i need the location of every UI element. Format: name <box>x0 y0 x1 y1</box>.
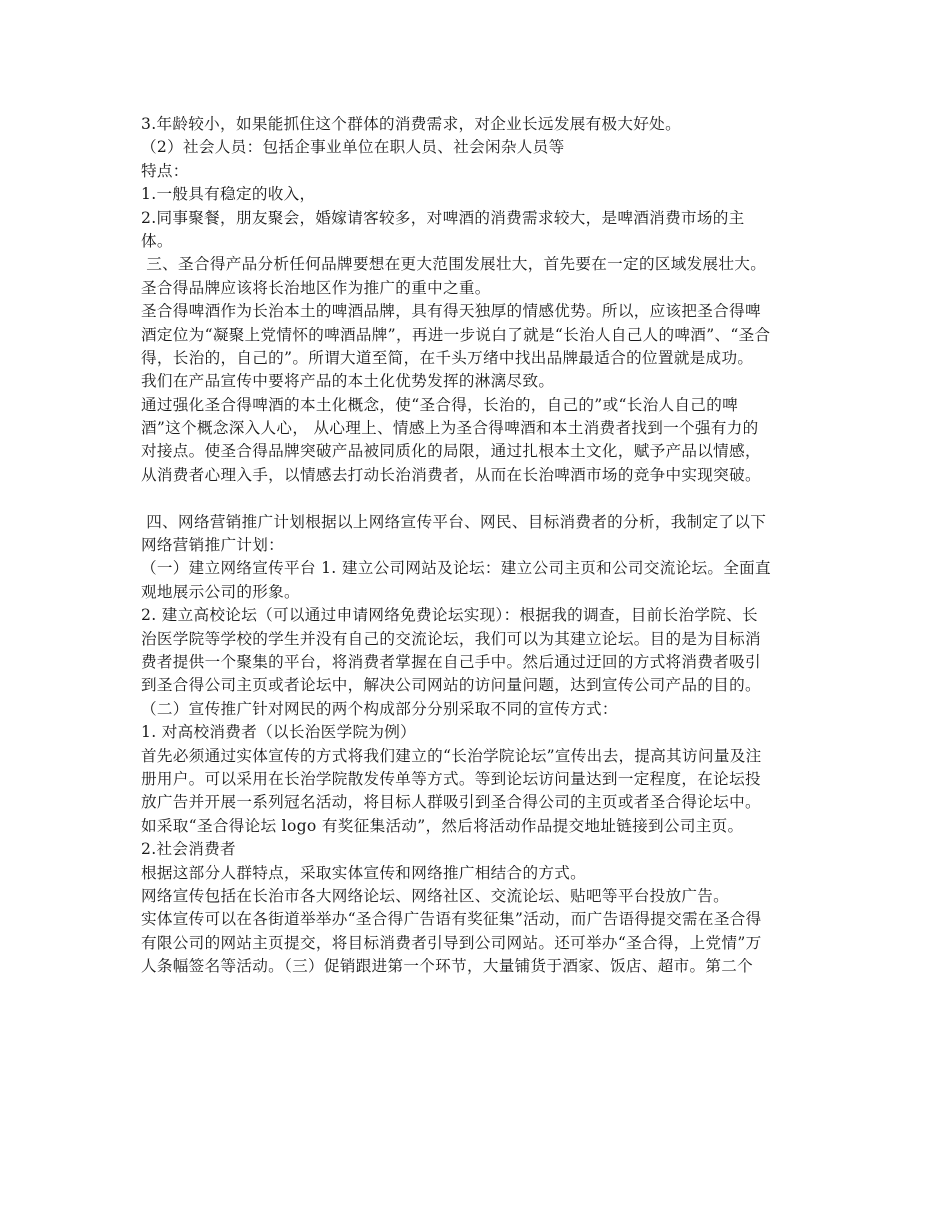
text-line: 首先必须通过实体宣传的方式将我们建立的“长治学院论坛”宣传出去，提高其访问量及注 <box>141 746 762 765</box>
text-line: 圣合得啤酒作为长治本土的啤酒品牌，具有得天独厚的情感优势。所以，应该把圣合得啤 <box>141 302 761 321</box>
text-line: 实体宣传可以在各街道举举办“圣合得广告语有奖征集”活动，而广告语得提交需在圣合得 <box>141 910 762 929</box>
text-line: 酒定位为“凝聚上党情怀的啤酒品牌”，再进一步说白了就是“长治人自己人的啤酒”、“圣合 <box>141 325 771 344</box>
text-line: 四、网络营销推广计划根据以上网络宣传平台、网民、目标消费者的分析，我制定了以下 <box>141 512 767 531</box>
text-line: 2.同事聚餐，朋友聚会，婚嫁请客较多，对啤酒的消费需求较大，是啤酒消费市场的主 <box>141 208 745 227</box>
text-line: 治医学院等学校的学生并没有自己的交流论坛，我们可以为其建立论坛。目的是为目标消 <box>141 629 761 648</box>
paragraph-block-2 <box>141 511 813 979</box>
text-line: 三、圣合得产品分析任何品牌要想在更大范围发展壮大，首先要在一定的区域发展壮大。 <box>141 255 767 274</box>
text-line: 体。 <box>141 231 173 250</box>
paragraph-block-1 <box>141 113 813 487</box>
text-line: 从消费者心理入手，以情感去打动长治消费者，从而在长治啤酒市场的竞争中实现突破。 <box>141 465 761 484</box>
text-line: 有限公司的网站主页提交，将目标消费者引导到公司网站。还可举办“圣合得，上党情”万 <box>141 933 762 952</box>
text-line: 得，长治的，自己的”。所谓大道至简，在千头万绪中找出品牌最适合的位置就是成功。 <box>141 348 754 367</box>
text-line: 2. 建立高校论坛（可以通过申请网络免费论坛实现）：根据我的调查，目前长治学院、长 <box>141 606 758 625</box>
text-line: 对接点。使圣合得品牌突破产品被同质化的局限，通过扎根本土文化，赋予产品以情感， <box>141 442 761 461</box>
text-line: （一）建立网络宣传平台 1. 建立公司网站及论坛：建立公司主页和公司交流论坛。全面直 <box>141 559 771 578</box>
text-line: 观地展示公司的形象。 <box>141 582 300 601</box>
text-line: 1. 对高校消费者（以长治医学院为例） <box>141 723 417 742</box>
text-line: 费者提供一个聚集的平台，将消费者掌握在自己手中。然后通过迂回的方式将消费者吸引 <box>141 652 761 671</box>
text-line: 特点： <box>141 161 189 180</box>
text-line: （2）社会人员：包括企事业单位在职人员、社会闲杂人员等 <box>141 138 565 157</box>
text-line: 3.年龄较小，如果能抓住这个群体的消费需求，对企业长远发展有极大好处。 <box>141 115 681 133</box>
paragraph-gap <box>141 487 813 510</box>
text-line: 根据这部分人群特点，采取实体宣传和网络推广相结合的方式。 <box>141 863 587 882</box>
text-line: 1.一般具有稳定的收入， <box>141 185 316 204</box>
text-line: 我们在产品宣传中要将产品的本土化优势发挥的淋漓尽致。 <box>141 372 555 391</box>
text-line: 人条幅签名等活动。（三）促销跟进第一个环节，大量铺货于酒家、饭店、超市。第二个 <box>141 957 754 976</box>
text-line: 2.社会消费者 <box>141 840 236 859</box>
text-line: （二）宣传推广针对网民的两个构成部分分别采取不同的宣传方式： <box>141 699 618 718</box>
text-line: 到圣合得公司主页或者论坛中，解决公司网站的访问量问题，达到宣传公司产品的目的。 <box>141 676 761 695</box>
text-line: 放广告并开展一系列冠名活动，将目标人群吸引到圣合得公司的主页或者圣合得论坛中。 <box>141 793 761 812</box>
text-line: 网络营销推广计划： <box>141 536 285 555</box>
text-line: 通过强化圣合得啤酒的本土化概念，使“圣合得，长治的，自己的”或“长治人自己的啤 <box>141 395 738 414</box>
text-line: 网络宣传包括在长治市各大网络论坛、网络社区、交流论坛、贴吧等平台投放广告。 <box>141 886 730 905</box>
text-line: 册用户。可以采用在长治学院散发传单等方式。等到论坛访问量达到一定程度，在论坛投 <box>141 769 761 788</box>
text-line: 圣合得品牌应该将长治地区作为推广的重中之重。 <box>141 278 491 297</box>
text-line: 如采取“圣合得论坛 logo 有奖征集活动”，然后将活动作品提交地址链接到公司主页。 <box>141 816 744 835</box>
text-line: 酒”这个概念深入人心， 从心理上、情感上为圣合得啤酒和本土消费者找到一个强有力的 <box>141 419 759 438</box>
document-page <box>141 113 813 978</box>
